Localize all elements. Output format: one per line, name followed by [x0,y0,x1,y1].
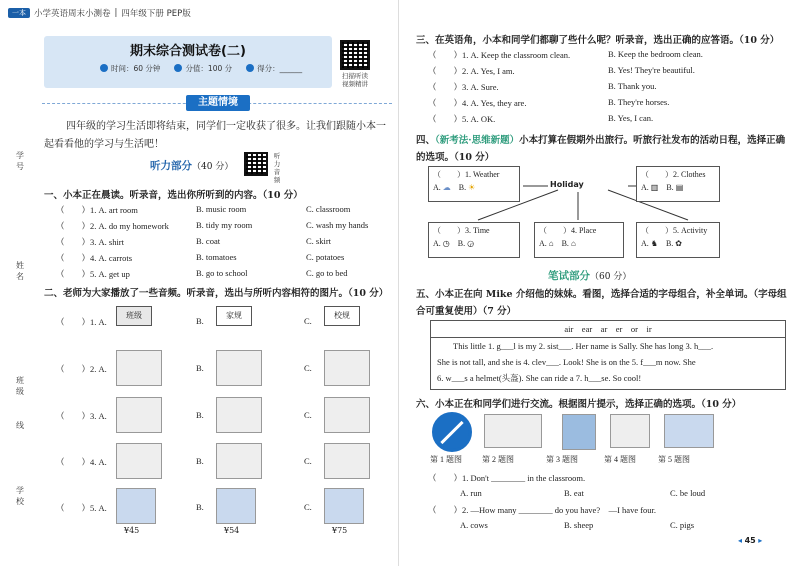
q6-title: 六、小本正在和同学们进行交流。根据图片提示，选择正确的选项。（10 分） [416,399,742,410]
qr-code-icon[interactable] [340,40,370,70]
jacket-a-icon[interactable] [116,488,156,524]
price-a: ¥45 [124,526,140,535]
sign-family-rules[interactable]: 家规 [216,306,252,326]
sheep-picture-icon[interactable] [484,414,542,448]
q3-list [428,49,788,129]
coat-icon: ▤ [675,183,684,192]
picture-clock-boy[interactable] [216,350,262,386]
q3-row[interactable]: （ ）5. A. OK. B. Yes, I can. [428,113,654,124]
sidebar-student-no: 学号 [16,151,24,171]
clothes-box[interactable]: （ ）2. Clothes A. ▥ B. ▤ [636,166,720,202]
q6-captions: 第 1 题图 第 2 题图 第 3 题图 第 4 题图 第 5 题图 [430,455,690,464]
picture-sheep-kids[interactable] [216,397,262,433]
jacket-b-icon[interactable] [216,488,256,524]
prev-icon: ◂ [738,536,743,545]
q5-line[interactable]: She is not tall, and she is 4. clev___. Look! She is on the 5. f___m now. She [437,357,696,367]
clock-a-icon: ◷ [442,239,450,248]
pen-icon [246,64,254,72]
sign-class[interactable]: 班级 [116,306,152,326]
no-running-sign-icon[interactable] [432,412,472,452]
letter-options: air ear ar er or ir [431,321,785,338]
listening-qr-icon[interactable] [244,152,268,176]
place-box[interactable]: （ ）4. Place A. ⌂ B. ⌂ [534,222,624,258]
page-divider [398,0,399,566]
q5-box [430,320,786,390]
header-bar: 一本 小学英语周末小测卷 | 四年级下册 PEP版 [8,6,388,20]
q1-row[interactable]: （ ）4. A. carrots B. tomatoes C. potatoes [56,252,345,263]
q6-item-1-options: A. run B. eat C. be loud [460,488,706,498]
q4-title: 四、（新考法·思维新题）小本打算在假期外出旅行。听旅行社发布的活动日程，选择正确的选项。（10 分） [416,135,786,163]
green-beans-icon[interactable] [610,414,650,448]
q3-row[interactable]: （ ）2. A. Yes, I am. B. Yes! They're beautiful. [428,65,695,76]
picture-cow[interactable] [324,397,370,433]
picture-chicks[interactable] [116,397,162,433]
theme-label: 主题情境 [186,95,250,111]
listening-heading: 听力部分（40 分） [150,160,234,172]
exam-title: 期末综合测试卷(二) [130,44,246,59]
dishes-icon[interactable] [664,414,714,448]
q6-item-1[interactable]: （ ）1. Don't ________ in the classroom. [428,473,586,483]
exam-time: 时间：60 分钟 [111,64,161,73]
sidebar-school: 学校 [16,486,24,506]
house-icon: ⌂ [570,239,576,248]
sidebar-name: 姓名 [16,261,24,281]
cloud-icon: ☁ [442,183,451,192]
series-badge: 一本 [8,8,30,18]
q6-item-2-options: A. cows B. sheep C. pigs [460,520,695,530]
picture-boxes[interactable] [216,443,262,479]
activity-box[interactable]: （ ）5. Activity A. ♞ B. ✿ [636,222,720,258]
q5-title: 五、小本正在向 Mike 介绍他的妹妹。看图，选择合适的字母组合，补全单词。（字母组合可重复使用）（7 分） [416,289,787,317]
plants-icon: ✿ [675,239,682,248]
q1-row[interactable]: （ ）1. A. art room B. music room C. classroom [56,204,351,215]
q3-row[interactable]: （ ）3. A. Sure. B. Thank you. [428,81,657,92]
sun-icon: ☀ [468,183,476,192]
animals-icon: ♞ [650,239,658,248]
q3-row[interactable]: （ ）1. A. Keep the classroom clean. B. Keep the bedroom clean. [428,49,703,60]
picture-milk[interactable] [324,443,370,479]
holiday-center: Holiday [550,180,584,189]
q1-row[interactable]: （ ）2. A. do my homework B. tidy my room C. wash my hands [56,220,369,231]
picture-girl-reading[interactable] [324,350,370,386]
student-info-sidebar [14,120,34,540]
q1-list [56,204,396,284]
sidebar-class: 班级 [16,376,24,396]
q1-title: 一、小本正在晨读。听录音，选出你所听到的内容。（10 分） [44,190,303,201]
skirt-icon[interactable] [562,414,596,450]
picture-kitchen[interactable] [116,350,162,386]
sidebar-line: 线 [16,421,24,430]
grade-label: 四年级下册 PEP版 [121,9,191,19]
picture-eggs[interactable] [116,443,162,479]
q1-row[interactable]: （ ）3. A. shirt B. coat C. skirt [56,236,332,247]
clock-icon [100,64,108,72]
jacket-c-icon[interactable] [324,488,364,524]
q5-line[interactable]: 6. w___s a helmet(头盔). She can ride a 7. h___se. So cool! [437,373,642,383]
q5-line[interactable]: This little 1. g___l is my 2. sist___. Her name is Sally. She has long 3. h___. [453,341,714,351]
theme-intro: 四年级的学习生活即将结束，同学们一定收获了很多。让我们跟随小本一起看看他的学习与生活吧！ [44,121,386,150]
listening-qr-caption: 听力音频 [273,152,281,184]
sign-school-rules[interactable]: 校规 [324,306,360,326]
exam-score: 分值：100 分 [185,64,233,73]
q2-title: 二、老师为大家播放了一些音频。听录音，选出与所听内容相符的图片。（10 分） [44,288,389,299]
jacket-icon: ▥ [650,183,659,192]
qr-caption: 扫描听读 视频精讲 [342,72,368,88]
time-box[interactable]: （ ）3. Time A. ◷ B. ◶ [428,222,520,258]
writing-heading: 笔试部分（60 分） [548,270,632,282]
series-name: 小学英语周末小测卷 [34,9,111,19]
q1-row[interactable]: （ ）5. A. get up B. go to school C. go to bed [56,268,348,279]
clock-b-icon: ◶ [467,239,475,248]
q2-grid: （ ）1. A. （ ）2. A. （ ）3. A. （ ）4. A. （ ）5. A. B. C. B. C. B. C. B. C. B. C. 班级 家规 校规 ¥45 ¥54 ¥75 [56,300,396,540]
weather-box[interactable]: （ ）1. Weather A. ☁ B. ☀ [428,166,520,202]
q3-row[interactable]: （ ）4. A. Yes, they are. B. They're horses. [428,97,670,108]
exam-meta [100,63,302,74]
next-icon: ▸ [758,536,763,545]
q6-item-2[interactable]: （ ）2. —How many ________ do you have? —I have four. [428,505,657,515]
price-c: ¥75 [332,526,348,535]
exam-got: 得分：______ [257,64,303,73]
page-number: ◂ 45 ▸ [738,536,763,545]
q3-title: 三、在英语角，小本和同学们都聊了些什么呢？听录音，选出正确的应答语。（10 分） [416,35,780,46]
price-b: ¥54 [224,526,240,535]
score-icon [174,64,182,72]
farm-icon: ⌂ [548,239,554,248]
